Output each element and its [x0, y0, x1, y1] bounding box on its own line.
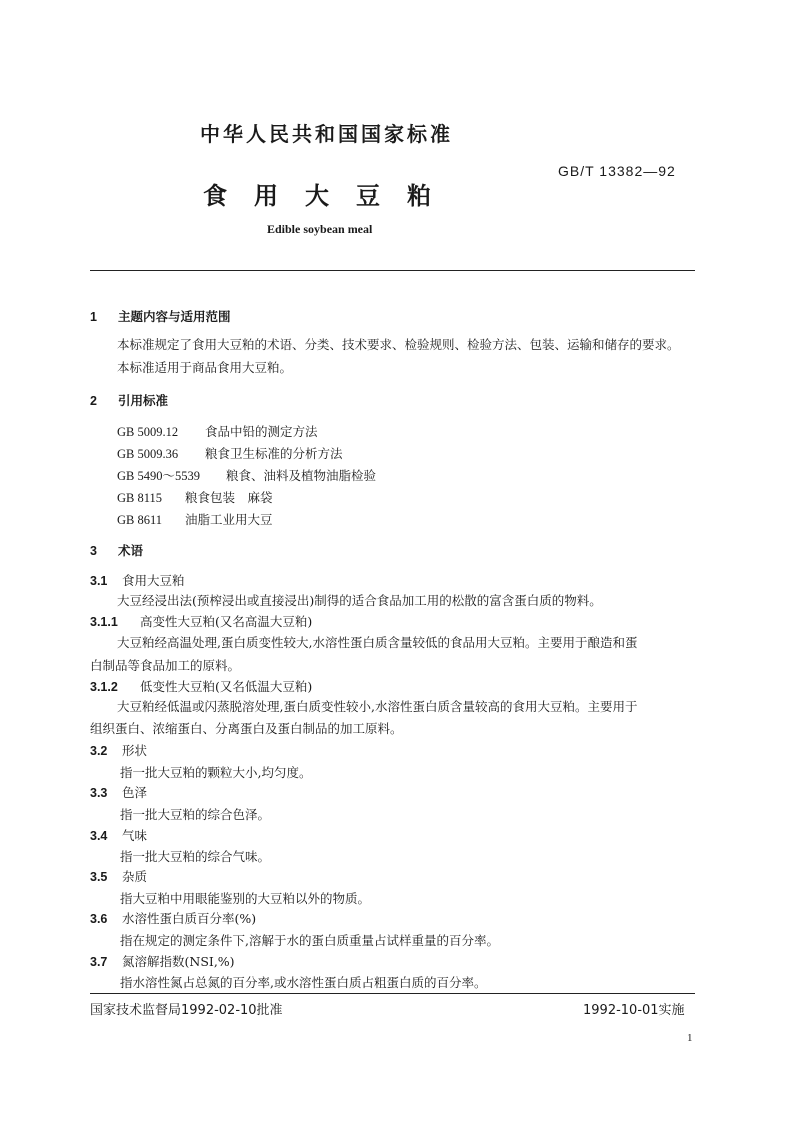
- term-definition: 大豆粕经高温处理,蛋白质变性较大,水溶性蛋白质含量较低的食品用大豆粕。主要用于酿造和蛋: [117, 635, 638, 650]
- term-heading: [90, 741, 147, 759]
- term-definition: 大豆经浸出法(预榨浸出或直接浸出)制得的适合食品加工用的松散的富含蛋白质的物料。: [117, 593, 602, 608]
- term-heading: [90, 612, 312, 630]
- national-standard-title: 中华人民共和国国家标准: [200, 122, 453, 146]
- paragraph: 本标准规定了食用大豆粕的术语、分类、技术要求、检验规则、检验方法、包装、运输和储存的要求。: [117, 337, 680, 352]
- term-name: 食用大豆粕: [122, 573, 185, 588]
- term-heading: [90, 952, 235, 970]
- reference-title: 粮食卫生标准的分析方法: [205, 446, 343, 461]
- section-number: 3: [90, 544, 97, 558]
- document-title-en: Edible soybean meal: [267, 222, 373, 236]
- reference-code: GB 8115: [117, 491, 163, 505]
- reference-title: 食品中铅的测定方法: [205, 424, 318, 439]
- term-name: 低变性大豆粕(又名低温大豆粕): [140, 679, 313, 694]
- reference-item: [117, 488, 273, 506]
- term-heading: [90, 826, 147, 844]
- reference-code: GB 8611: [117, 513, 163, 527]
- reference-code: GB 5490～5539: [117, 469, 200, 483]
- reference-item: [117, 444, 343, 462]
- section-number: 1: [90, 310, 97, 324]
- term-name: 色泽: [122, 785, 148, 800]
- reference-code: GB 5009.12: [117, 425, 179, 439]
- section-1-heading: [90, 307, 231, 325]
- term-heading: [90, 867, 147, 885]
- document-title-cn: 食用大豆粕: [203, 182, 458, 210]
- term-name: 气味: [122, 828, 148, 843]
- term-definition: 指一批大豆粕的综合色泽。: [120, 807, 271, 822]
- footer-divider: [90, 993, 695, 994]
- section-title: 引用标准: [118, 393, 169, 408]
- term-number: 3.3: [90, 786, 108, 800]
- page-number: 1: [687, 1032, 693, 1044]
- term-name: 高变性大豆粕(又名高温大豆粕): [140, 614, 313, 629]
- term-definition: 指一批大豆粕的颗粒大小,均匀度。: [120, 765, 312, 780]
- term-number: 3.2: [90, 744, 108, 758]
- reference-item: [117, 422, 318, 440]
- term-number: 3.1.2: [90, 680, 118, 694]
- reference-title: 粮食包装 麻袋: [185, 490, 273, 505]
- term-number: 3.7: [90, 955, 108, 969]
- header-divider: [90, 270, 695, 271]
- term-definition: 指在规定的测定条件下,溶解于水的蛋白质重量占试样重量的百分率。: [120, 933, 499, 948]
- reference-item: [117, 466, 376, 484]
- term-name: 形状: [122, 743, 148, 758]
- term-heading: [90, 783, 147, 801]
- term-heading: [90, 677, 312, 695]
- reference-title: 粮食、油料及植物油脂检验: [226, 468, 377, 483]
- reference-title: 油脂工业用大豆: [185, 512, 273, 527]
- effective-date: 1992-10-01实施: [583, 1003, 685, 1018]
- term-number: 3.6: [90, 912, 108, 926]
- paragraph: 本标准适用于商品食用大豆粕。: [117, 360, 293, 375]
- term-definition: 大豆粕经低温或闪蒸脱溶处理,蛋白质变性较小,水溶性蛋白质含量较高的食用大豆粕。主要用于: [117, 699, 638, 714]
- term-name: 水溶性蛋白质百分率(%): [122, 911, 257, 926]
- term-number: 3.5: [90, 870, 108, 884]
- term-number: 3.1.1: [90, 615, 118, 629]
- standard-number: GB/T 13382—92: [558, 163, 676, 179]
- term-name: 氮溶解指数(NSI,%): [122, 954, 235, 969]
- term-number: 3.1: [90, 574, 108, 588]
- term-definition: 白制品等食品加工的原料。: [90, 658, 241, 673]
- reference-item: [117, 510, 273, 528]
- term-name: 杂质: [122, 869, 148, 884]
- section-number: 2: [90, 394, 97, 408]
- term-definition: 指一批大豆粕的综合气味。: [120, 849, 271, 864]
- section-title: 术语: [118, 543, 144, 558]
- term-definition: 组织蛋白、浓缩蛋白、分离蛋白及蛋白制品的加工原料。: [90, 721, 403, 736]
- term-heading: [90, 571, 185, 589]
- reference-code: GB 5009.36: [117, 447, 179, 461]
- term-number: 3.4: [90, 829, 108, 843]
- term-heading: [90, 909, 256, 927]
- section-title: 主题内容与适用范围: [118, 309, 231, 324]
- section-2-heading: [90, 391, 168, 409]
- section-3-heading: [90, 541, 143, 559]
- term-definition: 指大豆粕中用眼能鉴别的大豆粕以外的物质。: [120, 891, 371, 906]
- term-definition: 指水溶性氮占总氮的百分率,或水溶性蛋白质占粗蛋白质的百分率。: [120, 975, 487, 990]
- approval-note: 国家技术监督局1992-02-10批准: [90, 1003, 283, 1018]
